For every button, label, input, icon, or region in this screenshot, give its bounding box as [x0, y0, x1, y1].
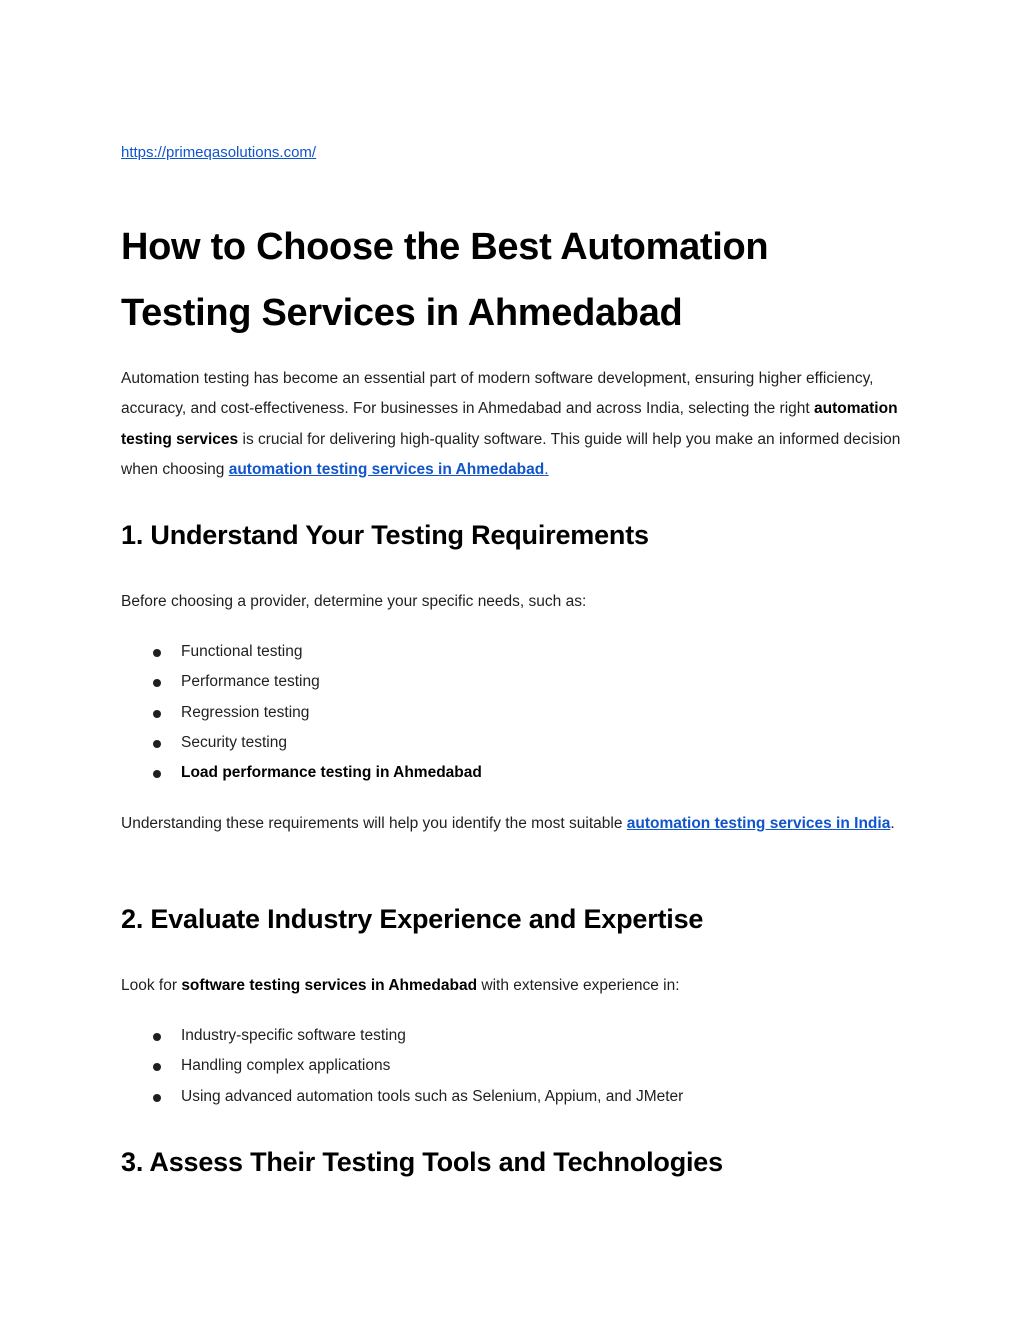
source-url-link[interactable]: https://primeqasolutions.com/	[121, 144, 317, 161]
list-item: Performance testing	[121, 667, 482, 697]
section-2-heading: 2. Evaluate Industry Experience and Expertise	[121, 904, 704, 934]
intro-text-1: Automation testing has become an essential part of modern software development, ensuring higher efficiency, accuracy, and cost-effectiveness. For businesses in Ahmedabad and across India, selecting the right	[121, 370, 874, 418]
outro-period: .	[890, 815, 895, 832]
lead-text-2: with extensive experience in:	[477, 977, 680, 994]
page-title	[121, 214, 768, 346]
list-item: Using advanced automation tools such as Selenium, Appium, and JMeter	[121, 1082, 683, 1112]
bullet-icon	[153, 649, 161, 657]
section-2-lead	[121, 971, 911, 1001]
list-item: Handling complex applications	[121, 1051, 683, 1081]
intro-paragraph	[121, 364, 911, 485]
lead-bold-software-testing: software testing services in Ahmedabad	[181, 977, 478, 994]
bullet-icon	[153, 1033, 161, 1041]
link-automation-testing-india[interactable]: automation testing services in India	[626, 815, 891, 832]
lead-text-1: Look for	[121, 977, 182, 994]
section-1-heading: 1. Understand Your Testing Requirements	[121, 520, 649, 550]
section-1-lead: Before choosing a provider, determine your specific needs, such as:	[121, 593, 587, 610]
bullet-icon	[153, 710, 161, 718]
title-line-2: Testing Services in Ahmedabad	[121, 292, 683, 334]
link-automation-testing-ahmedabad[interactable]: automation testing services in Ahmedabad	[228, 460, 545, 478]
bullet-icon	[153, 1063, 161, 1071]
bullet-icon	[153, 770, 161, 778]
intro-text-2: is crucial for delivering high-quality software. This guide will help you make an informed decision when choosing	[121, 430, 901, 478]
bullet-icon	[153, 740, 161, 748]
list-item: Regression testing	[121, 698, 482, 728]
requirements-list	[121, 637, 482, 788]
list-item: Security testing	[121, 728, 482, 758]
list-item: Load performance testing in Ahmedabad	[121, 758, 482, 788]
intro-bold-automation-testing-services: automation testing services	[121, 400, 898, 448]
list-item: Functional testing	[121, 637, 482, 667]
list-item: Industry-specific software testing	[121, 1021, 683, 1051]
bullet-icon	[153, 679, 161, 687]
experience-list	[121, 1021, 683, 1112]
section-3-heading: 3. Assess Their Testing Tools and Technologies	[121, 1147, 723, 1177]
outro-text: Understanding these requirements will help you identify the most suitable	[121, 815, 627, 832]
intro-period: .	[544, 460, 549, 478]
section-1-outro	[121, 809, 911, 839]
bullet-icon	[153, 1094, 161, 1102]
title-line-1: How to Choose the Best Automation	[121, 226, 769, 268]
